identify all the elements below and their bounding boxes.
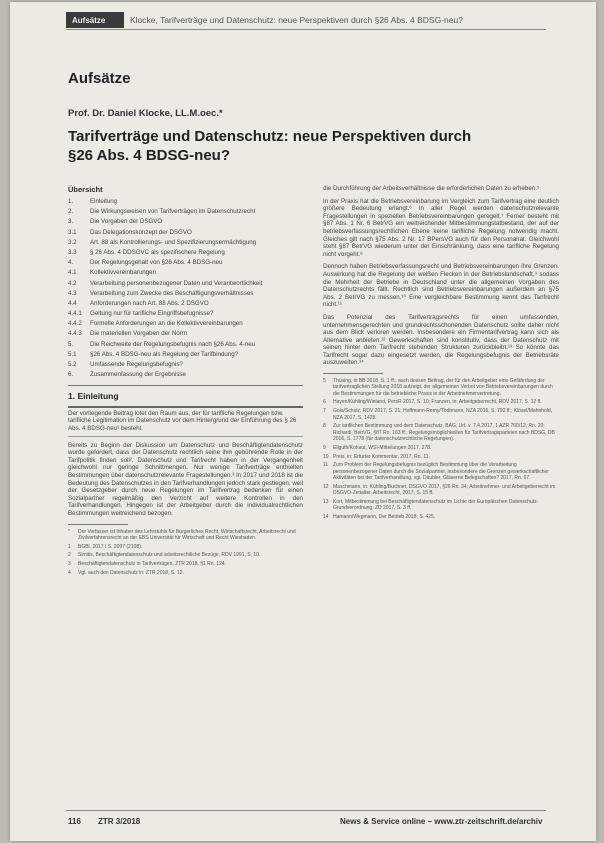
- toc-text: Anforderungen nach Art. 88 Abs. 2 DSGVO: [90, 299, 209, 307]
- right-column: [323, 185, 559, 523]
- footnote-number: 8: [323, 423, 326, 430]
- toc-item: [68, 229, 303, 237]
- toc-number: 1.: [68, 198, 74, 205]
- toc-number: 4.2: [68, 279, 77, 287]
- toc-number: 2.: [68, 208, 74, 216]
- toc-text: Einleitung: [90, 198, 118, 205]
- footnote: [68, 570, 303, 576]
- toc-number: 5.1: [68, 350, 77, 358]
- toc-text: Die Reichweite der Regelungsbefugnis nach §26 Abs. 4-neu: [90, 340, 256, 348]
- footnote-number: 12: [323, 483, 329, 490]
- footnote: [68, 561, 303, 567]
- footnote: [68, 544, 303, 550]
- body-paragraph: Das Potenzial des Tarifvertragsrechts für einen umfassenden, unternehmensgerechten und grundrechtsschonenden Datenschutz sollte daher nicht aus dem Blick verloren werden. Insbesondere ein Firmentarifvertrag kann sich als Alternative anbieten.¹² Gewerkschaften sind konstitutiv, dass der Datenschutz mit seinen hinter dem Tarifrecht stehenden Strukturen zurückbleibt.¹³ So könnte das Tarifrecht sogar dazu eingesetzt werden, die Regelungsbefugnis der Betriebsräte auszuweiten.¹⁴: [323, 313, 559, 367]
- toc-text: Umfassende Regelungsbefugnis?: [90, 361, 183, 368]
- body-paragraph: die Durchführung der Arbeitsverhältnisse die erforderlichen Daten zu erheben.⁵: [323, 185, 540, 192]
- toc-item: [68, 239, 303, 247]
- toc-text: Verarbeitung zum Zwecke des Beschäftigungsverhältnisses: [90, 289, 254, 297]
- footnote-text: Thüsing, in BB 2018, S. 1 ff.; auch dessen Beitrag, der für den Arbeitgeber eine Gefährdung der tarifvertraglichen Stellung 2018 aufzeigt, der allgemeinen Verbot von Betriebsvereinbarungen durch die Bestimmungen für die betriebliche Praxis in der Arbeitnehmervertretung.: [333, 378, 553, 397]
- toc-number: 4.: [68, 259, 74, 267]
- toc-number: 3.1: [68, 228, 77, 236]
- toc-item: [68, 259, 303, 267]
- body-paragraph: In der Praxis hat die Betriebsvereinbarung im Vergleich zum Tarifvertrag eine deutlich größere Bedeutung erlangt.⁶ In aller Regel werden datenschutzrelevante Fragestellungen in speziellen Betriebsvereinbarungen geregelt.⁷ Ferner besteht mit §87 Abs. 1 Nr. 6 BetrVG ein weitreichender Mitbestimmungstatbestand, der auf der betriebsverfassungsrechtlichen Ebene keine tarifliche Regelung notwendig macht. Gleiches gilt nach §75 Abs. 2 Nr. 17 BPersVG auch für den Personalrat. Gleichwohl steht §87 BetrVG wiederum unter der Einschränkung, dass eine tarifliche Regelung nicht vorgeht.⁸: [323, 197, 559, 258]
- footnotes-right: [323, 378, 559, 520]
- footnote-text: Hamann/Wegmann, Der Betrieb 2018, S. 425.: [333, 513, 436, 520]
- footnote-divider: [68, 524, 128, 525]
- footnote-text: BGBl. 2017 I S. 2097 (2108).: [78, 543, 143, 550]
- section-divider: [68, 385, 303, 386]
- toc-number: 5.2: [68, 361, 77, 368]
- toc-text: §26 Abs. 4 BDSG-neu als Regelung der Tarifbindung?: [90, 350, 239, 358]
- toc-number: 4.3: [68, 289, 77, 297]
- toc-text: Die Vorgaben der DSGVO: [90, 218, 163, 226]
- toc-number: 4.4.3: [68, 330, 82, 338]
- footnote-divider: [323, 373, 383, 374]
- toc-text: § 26 Abs. 4 DDSGVC als spezifischere Regelung: [90, 248, 225, 256]
- toc-text: Formelle Anforderungen an die Kollektivvereinbarungen: [90, 320, 243, 328]
- toc-number: 3.: [68, 218, 74, 226]
- body-paragraph: Dennoch haben Betriebsverfassungsrecht und Betriebsvereinbarungen ihre Grenzen. Auswirkung hat die Regelung der weißen Flecken in der Betriebslandschaft,⁹ sodass die Mehrheit der Betriebe in Deutschland unter die allgemeinen Vorgaben des Datenschutzrechts fällt. Rechtlich sind Betriebsvereinbarungen außerdem an §75 Abs. 2 BetrVG zu messen.¹⁰ Eine vergleichbare Bestimmung kennt das Tarifrecht nicht.¹¹: [323, 263, 559, 309]
- toc-text: Das Delegationskonzept der DSGVO: [90, 228, 192, 236]
- intro-heading: 1. Einleitung: [68, 390, 119, 401]
- footnote-text: Zum Problem der Regelungsbefugnis bezüglich Bestimmung über die Verarbeitung personenbezogener Daten durch die Sozialpartner, insbesondere die Grenzen gewerkschaftlicher Aktivitäten bei der Tarifverhandlung, vgl. Däubler, Gläserne Belegschaften? 2017, Rn. 67.: [333, 462, 549, 481]
- toc-item: [68, 300, 303, 308]
- toc-number: 4.1: [68, 269, 77, 277]
- toc-text: Die materiellen Vorgaben der Norm: [90, 330, 187, 338]
- toc-item: [68, 330, 303, 338]
- footnote: [323, 454, 559, 460]
- toc-number: 4.4.1: [68, 310, 82, 318]
- section-heading: Aufsätze: [68, 70, 131, 87]
- footnote-text: Kort, Mitbestimmung bei Beschäftigtendatenschutz im Lichte der Europäischen Datenschutz-Grundverordnung, ZD 2017, S. 3 ff.: [333, 498, 539, 512]
- footnote-text: Vgl. auch den Datenschutz in: ZTR 2018, S. 12.: [78, 569, 184, 576]
- toc-text: Art. 88 als Kontrollierungs- und Spezifizierungsermächtigung: [90, 238, 257, 246]
- footnote-text: Gola/Schulz, RDV 2017, S. 21; Hoffmann-Remy/Tödtmann, NZA 2016, S. 792 ff.; Klösel/Mahnhold, NZA 2017, S. 1428.: [333, 408, 553, 421]
- toc-item: [68, 351, 303, 359]
- footnote: [68, 529, 303, 542]
- toc-item: [68, 361, 303, 369]
- toc-number: 5.: [68, 340, 74, 348]
- footnote-text: Preis, in: Erfurter Kommentar, 2017, Rn. 11.: [333, 453, 430, 460]
- toc-text: Geltung nur für tarifliche Eingriffsbefugnisse?: [90, 310, 214, 318]
- footnote-number: 13: [323, 498, 329, 505]
- toc-item: [68, 320, 303, 328]
- footnote-number: *: [68, 528, 70, 535]
- toc-text: Die Wirkungsweisen von Tarifverträgen im Datenschutzrecht: [90, 208, 256, 216]
- footnote-text: Der Verfasser ist Inhaber des Lehrstuhls für Bürgerliches Recht, Wirtschaftsrecht, Arbeitsrecht und Zivilverfahrensrecht an der EBS Universität für Wirtschaft und Recht Wiesbaden.: [78, 528, 296, 541]
- toc-item: [68, 310, 303, 318]
- header-divider: [66, 29, 546, 30]
- footnote-text: Simitis, Beschäftigtendatenschutz und arbeitsrechtliche Bezüge, RDV 1991, S. 10.: [78, 552, 261, 559]
- footnote: [323, 499, 559, 512]
- footnote-number: 14: [323, 513, 329, 520]
- footnotes-left: [68, 529, 303, 577]
- overview-heading: Übersicht: [68, 185, 103, 194]
- toc-text: Der Regelungsgehalt von §26 Abs. 4 BDSG-neu: [90, 259, 223, 267]
- toc-number: 3.3: [68, 248, 77, 256]
- footnote: [323, 514, 559, 520]
- left-column: [68, 185, 303, 579]
- footnote-number: 9: [323, 444, 326, 451]
- article-title: Tarifverträge und Datenschutz: neue Perspektiven durch §26 Abs. 4 BDSG-neu?: [68, 128, 472, 164]
- toc-item: [68, 198, 303, 206]
- footnote-text: Ellguth/Kohaut, WSI-Mitteilungen 2017, 278.: [333, 444, 432, 451]
- issue-label: ZTR 3/2018: [98, 817, 141, 826]
- toc-number: 4.4.2: [68, 320, 82, 328]
- footnote: [68, 552, 303, 558]
- section-tag: Aufsätze: [66, 12, 124, 28]
- body-paragraph: Bereits zu Beginn der Diskussion um Datenschutz und Beschäftigtendatenschutz wurde gefordert, dass der Datenschutz rechtlich seine ihm gebührende Rolle in der Tarifpolitik finden soll². Datenschutz und Tarifrecht haben in der Vergangenheit gleichwohl nur geringe Schnittmengen. Nur wenige Tarifverträge enthielten Bestimmungen über datenschutzrelevante Fragestellungen.³ In 2017 und 2018 ist die Bedeutung des Datenschutzes in den Tarifverhandlungen jedoch stark gestiegen, weil der Gesetzgeber durch neue Regelungen im Tarifvertrag bedenken für einen Sozialpartner regelmäßig den Verzicht auf weitere Kontrollen in den Tarifverhandlungen. Hingegen ist der Arbeitgeber durch die individualrechtlichen Bestimmungen weitreichend bezogen.: [68, 441, 303, 517]
- toc-number: 4.4: [68, 299, 77, 307]
- footer-divider: [66, 810, 546, 811]
- footnote-number: 7: [323, 408, 326, 415]
- toc-text: Verarbeitung personenbezogener Daten und Verantwortlichkeit: [90, 279, 263, 287]
- footnote-number: 3: [68, 561, 71, 568]
- toc-text: Kollektivvereinbarungen: [90, 269, 157, 277]
- footnote: [323, 399, 559, 405]
- toc-item: [68, 269, 303, 277]
- running-title: Klocke, Tarifverträge und Datenschutz: neue Perspektiven durch §26 Abs. 4 BDSG-neu?: [130, 15, 463, 25]
- footnote-number: 10: [323, 453, 329, 460]
- footnote-number: 2: [68, 552, 71, 559]
- footnote-number: 1: [68, 543, 71, 550]
- footnote-text: Maschmann, in: Kühling/Buchner, DSGVO 2017, §26 Rn. 34; Arbeitnehmer- und Arbeitgeberrecht im DSGVO-Zeitalter, Arbeitsrecht, 2017, S. 15 ff.: [333, 483, 556, 497]
- author-line: Prof. Dr. Daniel Klocke, LL.M.oec.*: [68, 108, 223, 119]
- toc-item: [68, 218, 303, 226]
- toc-item: [68, 371, 303, 379]
- journal-page: [10, 2, 596, 841]
- page-number: 116: [68, 817, 81, 826]
- footnote-number: 5: [323, 378, 326, 385]
- toc-number: 6.: [68, 371, 74, 379]
- footnote-text: Beschäftigtendatenschutz in Tarifverträgen, ZTR 2018, §1 Rn. 124.: [78, 561, 227, 568]
- footnote: [323, 484, 559, 497]
- footnote: [323, 462, 559, 481]
- toc-item: [68, 280, 303, 288]
- table-of-contents: [68, 198, 303, 379]
- footnote-number: 4: [68, 569, 71, 576]
- footnote: [323, 445, 559, 451]
- abstract: Der vorliegende Beitrag lotet den Raum aus, der für tarifliche Regelungen bzw. tarifliche Legitimation im Datenschutz vor dem Hintergrund der Einführung des § 26 Abs. 4 BDSG-neu¹ besteht.: [68, 406, 303, 437]
- toc-item: [68, 290, 303, 298]
- footnote-text: Hayen/Kühling/Wieland, PersR 2017, S. 10; Franzen, in: Arbeitgeberrecht, RDV 2017, S. 12 ff.: [333, 399, 542, 406]
- footnote: [323, 423, 559, 442]
- toc-number: 3.2: [68, 238, 77, 246]
- footnote-number: 11: [323, 462, 329, 469]
- toc-item: [68, 208, 303, 216]
- toc-text: Zusammenfassung der Ergebnisse: [90, 371, 186, 379]
- footnote-number: 6: [323, 399, 326, 406]
- toc-item: [68, 341, 303, 349]
- archive-link: News & Service online – www.ztr-zeitschrift.de/archiv: [340, 817, 543, 826]
- toc-item: [68, 249, 303, 257]
- footnote: [323, 378, 559, 397]
- footnote: [323, 408, 559, 421]
- footnote-text: Zur tariflichen Bestimmung und dem Datenschutz, BAG, Urt. v. 7.4.2017, 1 AZR 700/12, Rn. 20; Richardi, BetrVG, §87 Rn. 163 ff.; Regelungsmöglichkeiten für Tarifvertragsparteien nach BDSG, DB 2016, S. 1778 (für datenschutzrechtliche Regelungen).: [333, 423, 555, 442]
